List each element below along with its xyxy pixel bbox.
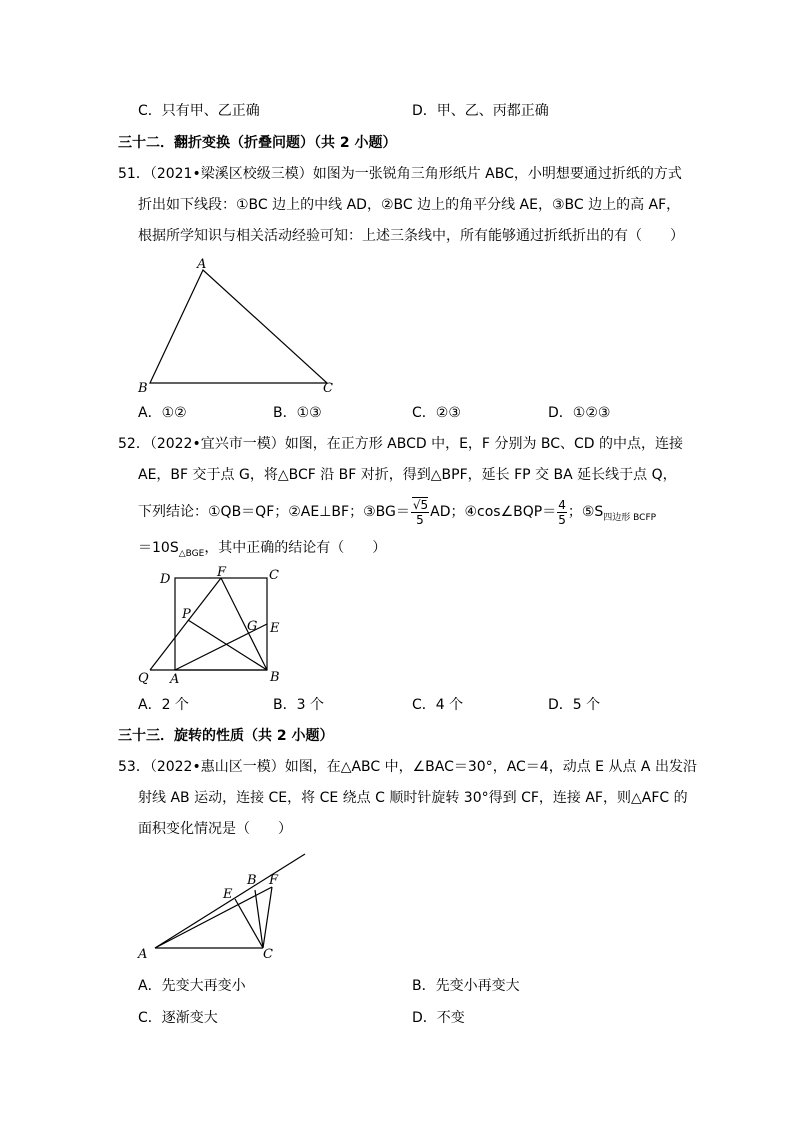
q53-text-line1: 53．（2022•惠山区一模）如图，在△ABC 中，∠BAC＝30°，AC＝4，动点 E 从点 A 出发沿 (118, 759, 697, 775)
sqrt5: √5 (412, 497, 429, 512)
q52-line4-subscript: △BGE (178, 548, 205, 559)
q53-triangle-figure (130, 848, 315, 963)
q53-text-line3: 面积变化情况是（ ） (138, 821, 292, 837)
q52-line3-part2: AD；④cos∠BQP＝ (430, 504, 557, 520)
label-b2: B (270, 670, 280, 685)
option-d-prev: D．甲、乙、丙都正确 (412, 103, 549, 119)
fraction-sqrt5-over-5 (411, 498, 429, 527)
triangle-abc (150, 270, 327, 383)
q52-text-line3 (138, 497, 656, 533)
label-e3: E (223, 887, 233, 902)
fraction-4-over-5 (557, 498, 567, 527)
label-b3: B (247, 873, 257, 888)
q52-line3-part1: 下列结论：①QB＝QF；②AE⊥BF；③BG＝ (138, 504, 410, 520)
q51-option-c: C．②③ (412, 405, 461, 421)
q52-line3-part3: ；⑤S (567, 504, 604, 520)
label-e: E (270, 621, 280, 636)
q51-option-d: D．①②③ (548, 405, 611, 421)
label-d: D (160, 572, 171, 587)
line-cb (255, 890, 263, 948)
label-c: C (323, 381, 333, 396)
q52-option-a: A．2 个 (138, 697, 189, 713)
section-32-heading: 三十二．翻折变换（折叠问题）（共 2 小题） (118, 135, 397, 151)
line-af (155, 887, 272, 948)
q51-text-line2: 折出如下线段：①BC 边上的中线 AD，②BC 边上的角平分线 AE，③BC 边上的高 AF， (138, 197, 681, 213)
denominator-5b: 5 (558, 512, 566, 527)
q52-square-figure (130, 565, 300, 690)
label-f3: F (269, 873, 279, 888)
q51-text-line3: 根据所学知识与相关活动经验可知：上述三条线中，所有能够通过折纸折出的有（ ） (138, 228, 684, 244)
q53-option-d: D．不变 (412, 1010, 465, 1026)
q53-text-line2: 射线 AB 运动，连接 CE，将 CE 绕点 C 顺时针旋转 30°得到 CF，连接 AF，则△AFC 的 (138, 790, 688, 806)
label-q: Q (138, 671, 149, 686)
label-f: F (217, 565, 227, 580)
q52-option-c: C．4 个 (412, 697, 464, 713)
line-cf (263, 887, 272, 948)
q53-option-b: B．先变小再变大 (412, 978, 520, 994)
q52-line4-part2: ，其中正确的结论有（ ） (204, 540, 387, 556)
q51-triangle-figure (130, 250, 350, 396)
line-ce (235, 899, 263, 948)
q52-line3-subscript: 四边形 BCFP (603, 512, 657, 523)
denominator-5: 5 (416, 512, 424, 527)
option-c-prev: C．只有甲、乙正确 (138, 103, 260, 119)
label-c2: C (269, 568, 279, 583)
q51-text-line1: 51．（2021•梁溪区校级三模）如图为一张锐角三角形纸片 ABC，小明想要通过折纸的方式 (118, 166, 682, 182)
q52-text-line1: 52．（2022•宜兴市一模）如图，在正方形 ABCD 中，E，F 分别为 BC、CD 的中点，连接 (118, 436, 684, 452)
label-c3: C (263, 947, 273, 962)
q52-line4-part1: ＝10S (138, 540, 179, 556)
q53-option-c: C．逐渐变大 (138, 1010, 218, 1026)
numerator-4: 4 (558, 497, 566, 512)
q52-option-b: B．3 个 (273, 697, 324, 713)
line-qf (150, 578, 221, 670)
line-bf (221, 578, 267, 670)
label-b: B (138, 381, 148, 396)
label-p: P (182, 607, 191, 622)
q51-option-b: B．①③ (273, 405, 322, 421)
label-g: G (247, 619, 258, 634)
q53-option-a: A．先变大再变小 (138, 978, 246, 994)
q52-option-d: D．5 个 (548, 697, 601, 713)
q51-option-a: A．①② (138, 405, 187, 421)
label-a: A (197, 257, 207, 272)
label-a2: A (170, 672, 180, 687)
q52-text-line4 (138, 538, 386, 564)
label-a3: A (138, 947, 148, 962)
q52-text-line2: AE，BF 交于点 G，将△BCF 沿 BF 对折，得到△BPF，延长 FP 交 BA 延长线于点 Q， (138, 467, 677, 483)
section-33-heading: 三十三．旋转的性质（共 2 小题） (118, 728, 334, 744)
